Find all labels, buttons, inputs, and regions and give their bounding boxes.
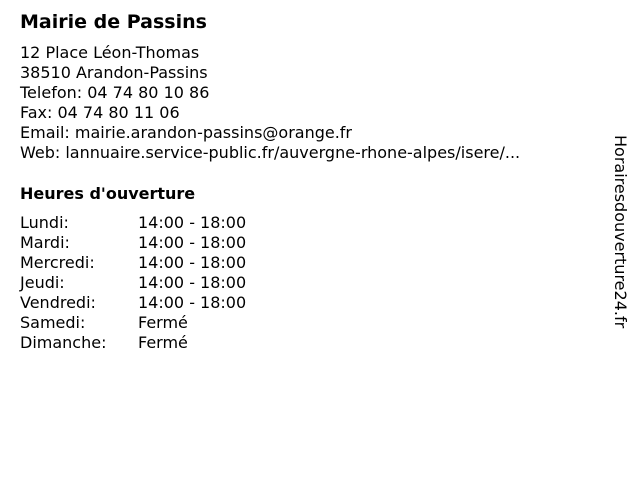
day-label: Samedi: (20, 313, 86, 332)
day-label: Jeudi: (20, 273, 65, 292)
time-value: 14:00 - 18:00 (138, 233, 247, 252)
site-watermark: Horairesdouverture24.fr (611, 135, 630, 329)
address-block (20, 43, 520, 163)
time-value: 14:00 - 18:00 (138, 213, 247, 232)
hours-row-thursday (20, 273, 246, 293)
day-label: Dimanche: (20, 333, 107, 352)
hours-row-wednesday (20, 253, 246, 273)
time-value: Fermé (138, 333, 188, 352)
time-value: Fermé (138, 313, 188, 332)
city-postal: 38510 Arandon-Passins (20, 63, 208, 82)
time-value: 14:00 - 18:00 (138, 273, 247, 292)
hours-row-monday (20, 213, 246, 233)
page-title: Mairie de Passins (20, 11, 207, 33)
street-address: 12 Place Léon-Thomas (20, 43, 200, 62)
hours-row-friday (20, 293, 246, 313)
time-value: 14:00 - 18:00 (138, 253, 247, 272)
day-label: Mercredi: (20, 253, 95, 272)
hours-row-sunday (20, 333, 246, 353)
fax-number: Fax: 04 74 80 11 06 (20, 103, 180, 122)
hours-row-saturday (20, 313, 246, 333)
day-label: Vendredi: (20, 293, 96, 312)
day-label: Lundi: (20, 213, 69, 232)
hours-heading: Heures d'ouverture (20, 184, 196, 203)
hours-row-tuesday (20, 233, 246, 253)
email-address: Email: mairie.arandon-passins@orange.fr (20, 123, 353, 142)
website-url: Web: lannuaire.service-public.fr/auvergne-rhone-alpes/isere/... (20, 143, 521, 162)
time-value: 14:00 - 18:00 (138, 293, 247, 312)
phone-number: Telefon: 04 74 80 10 86 (20, 83, 210, 102)
day-label: Mardi: (20, 233, 70, 252)
opening-hours-table (20, 213, 246, 353)
